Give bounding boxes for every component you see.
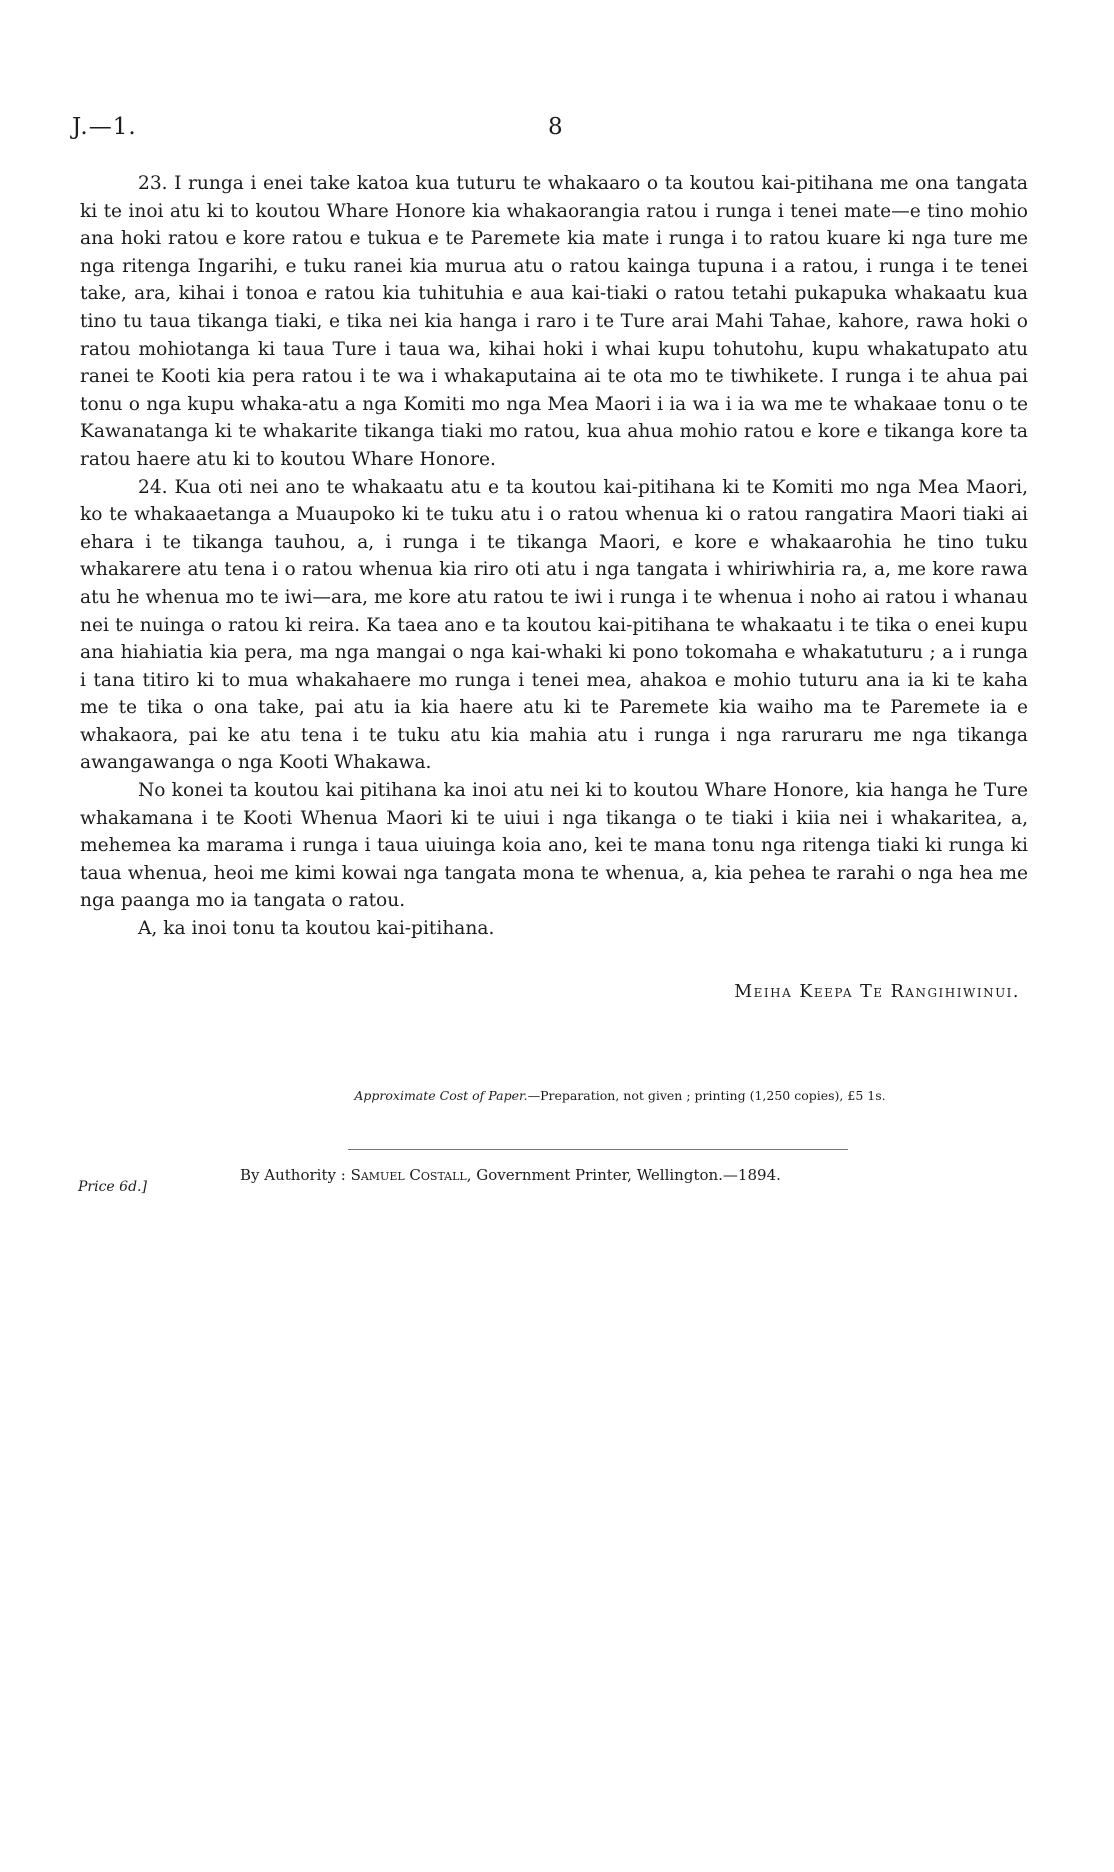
prayer-paragraph: No konei ta koutou kai pitihana ka inoi atu nei ki to koutou Whare Honore, kia hanga he Ture whakamana i te Kooti Whenua Maori ki te uiui i nga tikanga o te tiaki i kiia nei i whakaritea, a, mehemea ka marama i runga i taua uiuinga koia ano, kei te mana tonu nga ritenga tiaki ki runga ki taua whenua, heoi me kimi kowai nga tangata mona te whenua, a, kia pehea te rarahi o nga hea me nga paanga mo ia tangata o ratou. xyxy=(80,780,1028,912)
price-label: Price 6d.] xyxy=(78,1179,147,1195)
signature: Meiha Keepa Te Rangihiwinui. xyxy=(734,982,1020,1002)
cost-note xyxy=(230,1088,1010,1103)
cost-note-text: —Preparation, not given ; printing (1,250 copies), £5 1s. xyxy=(527,1088,886,1103)
paragraph-24: 24. Kua oti nei ano te whakaatu atu e ta koutou kai-pitihana ki te Komiti mo nga Mea Maori, ko te whakaaetanga a Muaupoko ki te tuku atu i o ratou whenua ki o ratou rangatira Maori tiaki ai ehara i te tikanga tauhou, a, i runga i te tikanga Maori, e kore e whakaarohia he tino tuku whakarere atu tena i o ratou whenua kia riro oti atu i nga tangata i whiriwhiria ra, a, me kore rawa atu he whenua mo te iwi—ara, me kore atu ratou te iwi i runga i te whenua i noho ai ratou i whanau nei te nuinga o ratou ki reira. Ka taea ano e ta koutou kai-pitihana te whakaatu i te tika o enei kupu ana hiahiatia kia pera, ma nga mangai o nga kai-whaki ki pono tokomaha e whakatuturu ; a i runga i tana titiro ki to mua whakahaere mo runga i tenei mea, ahakoa e mohio tuturu ana ia ki te kaha me te tika o ona take, pai atu ia kia haere atu ki te Paremete kia waiho ma te Paremete ia e whakaora, pai ke atu tena i te tuku atu kia mahia atu i runga i nga raruraru me nga tikanga awangawanga o nga Kooti Whakawa. xyxy=(80,476,1028,774)
cost-note-label: Approximate Cost of Paper. xyxy=(354,1088,528,1103)
page-number: 8 xyxy=(548,114,563,140)
closing-line: A, ka inoi tonu ta koutou kai-pitihana. xyxy=(138,918,495,940)
paragraph-23: 23. I runga i enei take katoa kua tuturu te whakaaro o ta koutou kai-pitihana me ona tangata ki te inoi atu ki to koutou Whare Honore kia whakaorangia ratou i runga i tenei mate—e tino mohio ana hoki ratou e kore ratou e tukua e te Paremete kia mate i runga i to ratou kuare ki nga ture me nga ritenga Ingarihi, e tuku ranei kia murua atu o ratou kainga tupuna i a ratou, i runga i te tenei take, ara, kihai i tonoa e ratou kia tuhituhia e aua kai-tiaki o ratou tetahi pukapuka whakaatu kua tino tu taua tikanga tiaki, e tika nei kia hanga i raro i te Ture arai Mahi Tahae, kahore, rawa hoki o ratou mohiotanga ki taua Ture i taua wa, kihai hoki i whai kupu tohutohu, kupu whakatupato atu ranei te Kooti kia pera ratou i te wa i whakaputaina ai te ota mo te tiwhikete. I runga i te ahua pai tonu o nga kupu whaka-atu a nga Komiti mo nga Mea Maori i ia wa i ia wa me te whakaae tonu o te Kawanatanga ki te whakarite tikanga tiaki mo ratou, kua ahua mohio ratou e kore e tikanga kore ta ratou haere atu ki to koutou Whare Honore. xyxy=(80,173,1028,470)
petition-body xyxy=(80,170,1028,943)
imprint-suffix: , Government Printer, Wellington.—1894. xyxy=(466,1166,781,1184)
imprint-prefix: By Authority : xyxy=(240,1166,346,1184)
divider-rule xyxy=(348,1149,848,1150)
parliamentary-paper-reference: J.—1. xyxy=(72,114,137,140)
imprint-line xyxy=(240,1166,900,1184)
printer-name: Samuel Costall xyxy=(350,1166,467,1184)
